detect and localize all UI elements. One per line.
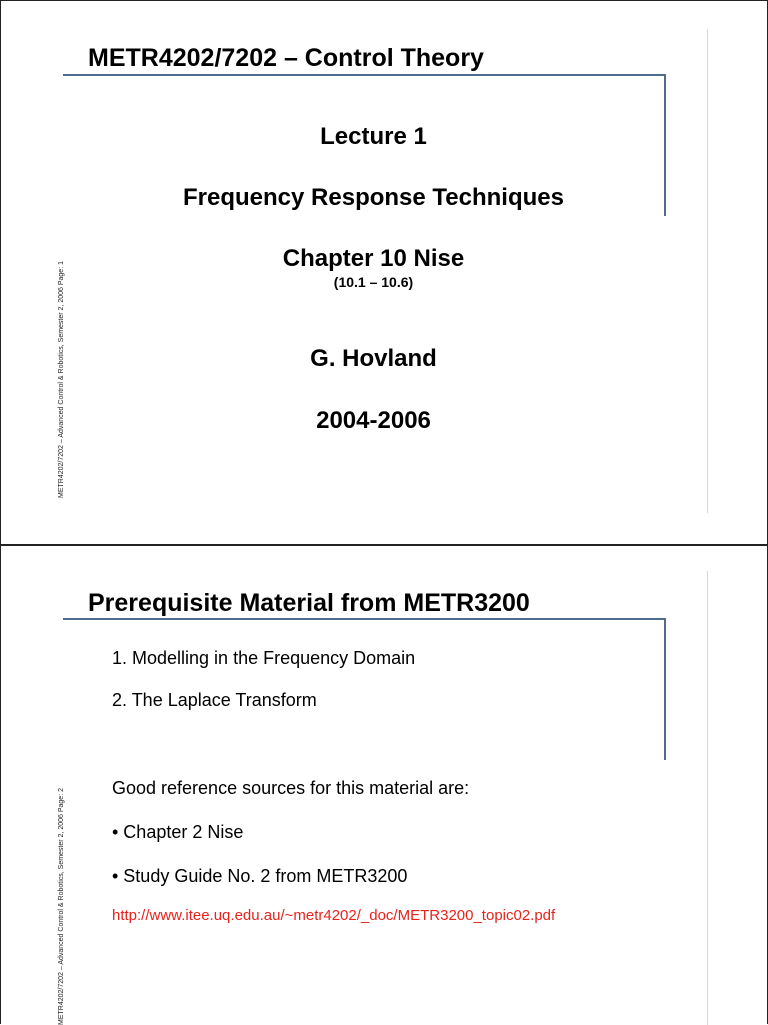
prerequisite-item-1: 1. Modelling in the Frequency Domain [112, 648, 416, 668]
lecture-topic: Frequency Response Techniques [183, 184, 564, 211]
chapter-reference: Chapter 10 Nise [282, 245, 465, 272]
prerequisite-item-2: 2. The Laplace Transform [112, 690, 317, 710]
chapter-sections: (10.1 – 10.6) [333, 274, 414, 290]
slide-2-title: Prerequisite Material from METR3200 [88, 589, 530, 617]
reference-link[interactable]: http://www.itee.uq.edu.au/~metr4202/_doc/METR3200_topic02.pdf [112, 907, 556, 924]
slide-2-edge-line [707, 571, 708, 1025]
slide-1-footer: METR4202/7202 – Advanced Control & Robotics, Semester 2, 2006 Page: 1 [58, 261, 65, 498]
lecture-number: Lecture 1 [320, 123, 427, 150]
reference-bullet-2: • Study Guide No. 2 from METR3200 [112, 866, 408, 886]
reference-intro: Good reference sources for this material are: [112, 778, 470, 798]
slide-2 [0, 545, 768, 1024]
reference-bullet-1: • Chapter 2 Nise [112, 822, 244, 842]
slide-2-footer: METR4202/7202 – Advanced Control & Robotics, Semester 2, 2006 Page: 2 [58, 788, 65, 1025]
slide-2-title-rule [63, 618, 666, 620]
author-name: G. Hovland [310, 345, 437, 372]
slide-2-vertical-rule [664, 618, 666, 760]
slide-1-title-rule [63, 74, 666, 76]
slide-1-title: METR4202/7202 – Control Theory [88, 44, 484, 72]
lecture-years: 2004-2006 [316, 407, 431, 434]
